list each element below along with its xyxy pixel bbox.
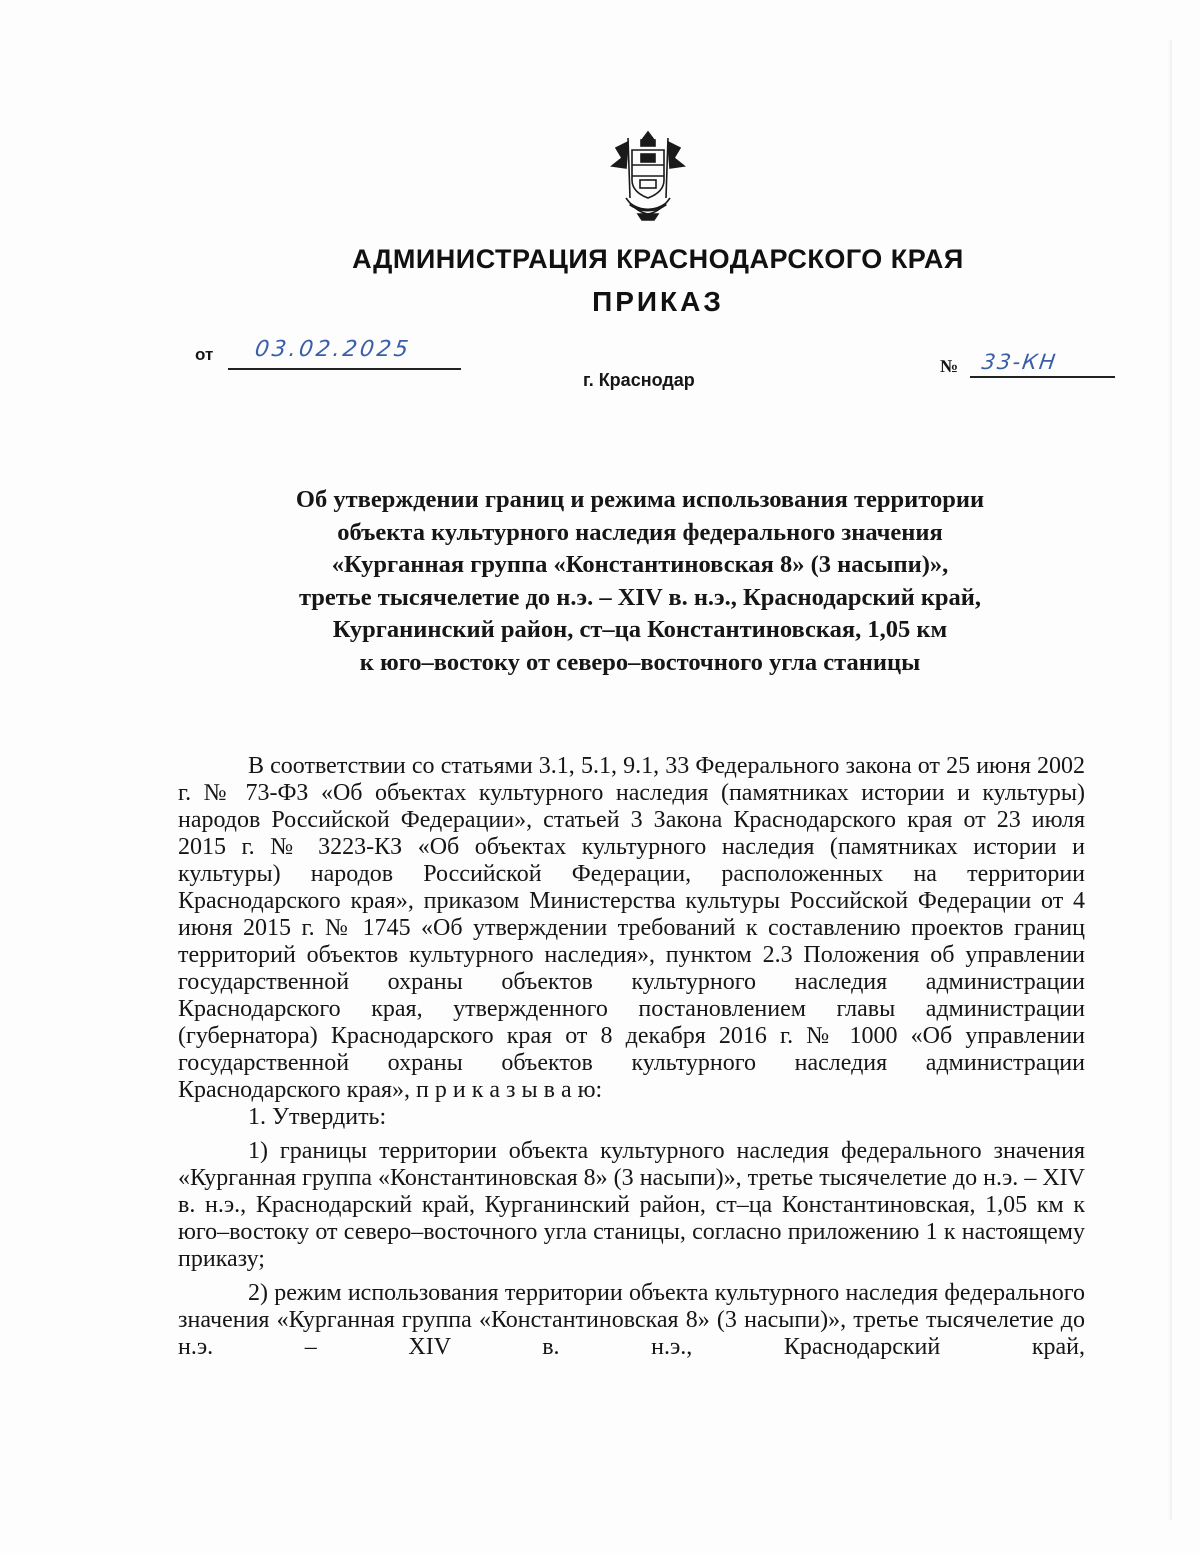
date-label: от	[195, 345, 214, 364]
document-title	[0, 484, 1200, 679]
item-1-2: 2) режим использования территории объекта культурного наследия федерального значения «Курганная группа «Константиновская 8» (3 насыпи)», третье тысячелетие до н.э. – XIV в. н.э., Краснодарский край,	[178, 1280, 1085, 1360]
document-type: ПРИКАЗ	[592, 286, 724, 317]
item-1: 1. Утвердить:	[248, 1104, 387, 1130]
title-line: Об утверждении границ и режима использования территории	[295, 486, 985, 513]
city: г. Краснодар	[583, 370, 695, 390]
number-label: №	[940, 356, 959, 376]
number-underline	[970, 376, 1115, 378]
title-line: Курганинский район, ст–ца Константиновская, 1,05 км	[332, 616, 948, 643]
title-line: третье тысячелетие до н.э. – XIV в. н.э., Краснодарский край,	[298, 583, 982, 611]
document-body	[178, 753, 1085, 1361]
date-underline	[228, 368, 461, 370]
organization-name: АДМИНИСТРАЦИЯ КРАСНОДАРСКОГО КРАЯ	[352, 244, 964, 274]
scan-edge-shadow	[1168, 40, 1172, 1520]
title-line: к юго–востоку от северо–восточного угла станицы	[359, 648, 921, 676]
preamble-paragraph: В соответствии со статьями 3.1, 5.1, 9.1, 33 Федерального закона от 25 июня 2002 г. № 73-ФЗ «Об объектах культурного наследия (памятниках истории и культуры) народов Российской Федерации», статьей 3 Закона Краснодарского края от 23 июля 2015 г. № 3223-КЗ «Об объектах культурного наследия (памятниках истории и культуры) народов Российской Федерации, расположенных на территории Краснодарского края», приказом Министерства культуры Российской Федерации от 4 июня 2015 г. № 1745 «Об утверждении требований к составлению проектов границ территорий объектов культурного наследия», пунктом 2.3 Положения об управлении государственной охраны объектов культурного наследия администрации Краснодарского края, утвержденного постановлением главы администрации (губернатора) Краснодарского края от 8 декабря 2016 г. № 1000 «Об управлении государственной охраны объектов культурного наследия администрации Краснодарского края», п р и к а з ы в а ю:	[178, 753, 1085, 1103]
date-value: 03.02.2025	[253, 337, 413, 362]
title-line: «Курганная группа «Константиновская 8» (3 насыпи)»,	[331, 551, 949, 578]
item-1-1: 1) границы территории объекта культурного наследия федерального значения «Курганная группа «Константиновская 8» (3 насыпи)», третье тысячелетие до н.э. – XIV в. н.э., Краснодарский край, Курганинский район, ст–ца Константиновская, 1,05 км к юго–востоку от северо–восточного угла станицы, согласно приложению 1 к настоящему приказу;	[178, 1138, 1085, 1272]
number-value: 33-КН	[980, 350, 1059, 374]
krasnodar-krai-coat-of-arms-icon	[608, 128, 688, 222]
title-line: объекта культурного наследия федерального значения	[337, 518, 943, 546]
